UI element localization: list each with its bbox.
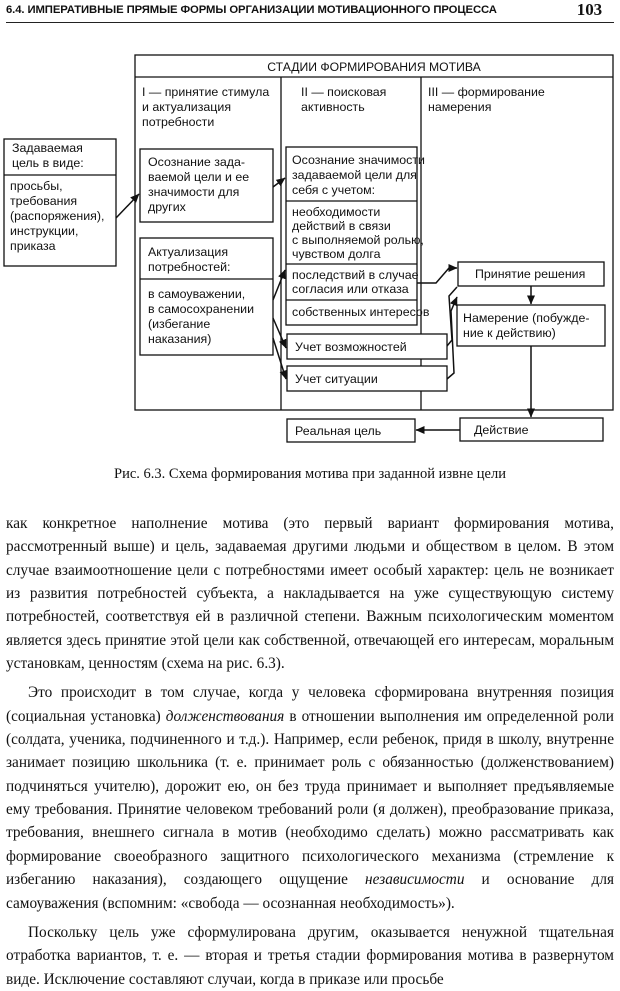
page-number: 103 xyxy=(576,0,602,19)
stage-3-label xyxy=(428,85,545,114)
stage-1-label xyxy=(142,85,269,129)
situation-box xyxy=(287,366,447,391)
paragraph-1: как конкретное наполнение мотива (это первый вариант формирования мотива, рассмотренный выше) и цель, задаваемая другими людьми и обществом в целом. В этом случае взаимоотношение цели с потребностями имеет особый характер: цель не возникает из развития потребностей субъекта, а накладывается на уже существующую систему потребностей, соответствуя ей в различной степени. Важным психологическим моментом является здесь принятие этой цели как собственной, отвечающей его интересам, моральным установкам, ценностям (схема на рис. 6.3). xyxy=(6,515,614,673)
svg-text:действий в связи: действий в связи xyxy=(292,219,391,233)
svg-text:просьбы,: просьбы, xyxy=(10,179,63,193)
svg-text:последствий в случае: последствий в случае xyxy=(292,268,419,282)
svg-text:с выполняемой ролью,: с выполняемой ролью, xyxy=(292,233,424,247)
svg-text:Актуализация: Актуализация xyxy=(148,245,229,259)
possibilities-box xyxy=(287,334,447,359)
svg-text:и актуализация: и актуализация xyxy=(142,100,232,114)
paragraph-2: Это происходит в том случае, когда у человека сформирована внутренняя позиция (социальная установка) долженствования в отношении выполнения им определенной роли (солдата, ученика, подчиненного и т.д.). Например, если ребенок, придя в школу, внутренне занимает позицию школьника (т. е. принимает роль с обязанностью (долженствованием) подчиняться учителю), дорожит ею, он без труда принимает и выполняет предъявляемые ему требования. Принятие человеком требований роли (я должен), преобразование приказа, требования, внешнего сигнала в мотив (необходимо сделать) можно рассматривать как формирование своеобразного защитного психологического механизма (стремление к избеганию наказания), создающего ощущение независимости и основание для самоуважения (вспомним: «свобода — осознанная необходимость»). xyxy=(6,684,614,912)
action-box xyxy=(460,418,603,441)
svg-text:Реальная цель: Реальная цель xyxy=(295,424,382,438)
svg-text:III — формирование: III — формирование xyxy=(428,85,545,99)
svg-text:себя с учетом:: себя с учетом: xyxy=(292,183,376,197)
svg-text:I — принятие стимула: I — принятие стимула xyxy=(142,85,270,99)
svg-text:Действие: Действие xyxy=(474,423,529,437)
section-title: 6.4. ИМПЕРАТИВНЫЕ ПРЯМЫЕ ФОРМЫ ОРГАНИЗАЦИИ МОТИВАЦИОННОГО ПРОЦЕССА xyxy=(6,4,497,16)
body-text xyxy=(6,512,614,991)
svg-text:II — поисковая: II — поисковая xyxy=(301,85,387,99)
svg-text:(распоряжения),: (распоряжения), xyxy=(10,209,105,223)
svg-text:требования: требования xyxy=(10,194,78,208)
svg-text:наказания): наказания) xyxy=(148,332,212,346)
svg-text:потребностей:: потребностей: xyxy=(148,260,231,274)
svg-text:(избегание: (избегание xyxy=(148,317,211,331)
svg-text:значимости для: значимости для xyxy=(148,185,240,199)
svg-text:потребности: потребности xyxy=(142,115,215,129)
emphasis-term: долженствования xyxy=(165,707,285,725)
svg-text:собственных интересов: собственных интересов xyxy=(292,305,430,319)
svg-text:согласия или отказа: согласия или отказа xyxy=(292,282,409,296)
svg-text:чувством долга: чувством долга xyxy=(292,247,381,261)
motive-formation-diagram xyxy=(0,0,620,460)
svg-text:ваемой цели и ее: ваемой цели и ее xyxy=(148,170,250,184)
paragraph-3: Поскольку цель уже сформулирована другим, оказывается ненужной тщательная отработка вариантов, т. е. — вторая и третья стадии формирования мотива в развернутом виде. Исключение составляют случаи, когда в приказе или просьбе xyxy=(6,923,614,988)
svg-text:активность: активность xyxy=(301,100,365,114)
svg-text:намерения: намерения xyxy=(428,100,492,114)
decision-box xyxy=(458,262,604,286)
significance-box xyxy=(286,147,430,325)
svg-text:Учет возможностей: Учет возможностей xyxy=(295,340,407,354)
given-goal-box xyxy=(4,139,116,266)
svg-text:Намерение (побужде-: Намерение (побужде- xyxy=(463,311,590,325)
svg-text:в самоуважении,: в самоуважении, xyxy=(148,287,246,301)
svg-text:Осознание зада-: Осознание зада- xyxy=(148,155,246,169)
svg-text:инструкции,: инструкции, xyxy=(10,224,79,238)
intention-box xyxy=(457,305,605,346)
svg-text:приказа: приказа xyxy=(10,239,56,253)
svg-text:Осознание значимости: Осознание значимости xyxy=(292,153,425,167)
svg-text:цель в виде:: цель в виде: xyxy=(12,156,84,170)
stage-2-label xyxy=(301,85,386,114)
svg-text:Учет ситуации: Учет ситуации xyxy=(295,372,378,386)
svg-text:в самосохранении: в самосохранении xyxy=(148,302,255,316)
emphasis-term: независимости xyxy=(365,871,465,889)
svg-text:задаваемой цели для: задаваемой цели для xyxy=(292,168,417,182)
svg-text:других: других xyxy=(148,200,186,214)
actualization-box xyxy=(140,238,273,355)
figure-caption: Рис. 6.3. Схема формирования мотива при заданной извне цели xyxy=(114,466,506,482)
svg-text:необходимости: необходимости xyxy=(292,205,381,219)
svg-text:ние к действию): ние к действию) xyxy=(463,326,556,340)
awareness-box xyxy=(140,149,273,222)
svg-text:Задаваемая: Задаваемая xyxy=(12,141,83,155)
diagram-title: СТАДИИ ФОРМИРОВАНИЯ МОТИВА xyxy=(267,60,481,74)
svg-text:Принятие решения: Принятие решения xyxy=(475,267,586,281)
real-goal-box xyxy=(287,419,415,442)
